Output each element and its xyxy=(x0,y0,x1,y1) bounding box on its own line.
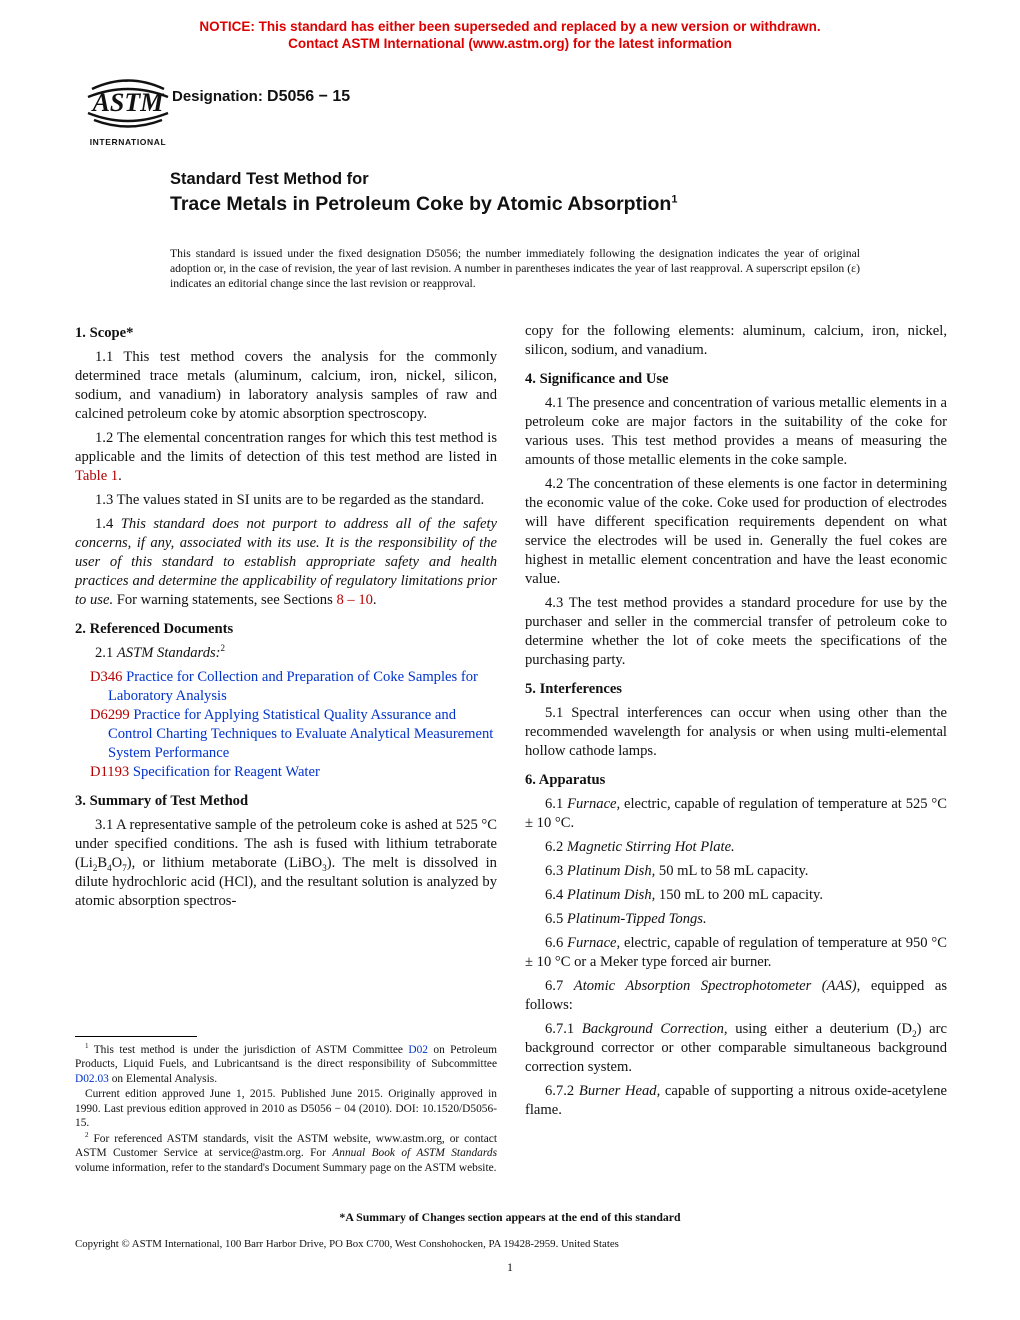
text-segment: 3 xyxy=(322,862,327,873)
doc-link[interactable]: D346 xyxy=(90,669,123,685)
text-segment: ASTM Standards: xyxy=(116,645,221,661)
doc-link[interactable]: D6299 xyxy=(90,707,130,723)
text-segment: 4.3 The test method provides a standard procedure for use by the purchaser and seller in the commercial transfer of petroleum coke to determine whether the lot of coke meets the specifications of the purchasing party. xyxy=(525,595,947,668)
ref-d6299 xyxy=(90,706,497,763)
para-3-1-continued xyxy=(525,322,947,360)
text-segment: ). The melt is dissolved in dilute hydrochloric acid (HCl), and the resultant solution is analyzed by atomic absorption spectros- xyxy=(75,855,497,909)
copyright-line: Copyright © ASTM International, 100 Barr Harbor Drive, PO Box C700, West Conshohocken, PA 19428-2959. United States xyxy=(75,1238,619,1250)
designation-value: D5056 − 15 xyxy=(267,88,351,105)
para-4-1 xyxy=(525,394,947,470)
text-segment: . xyxy=(118,468,122,484)
summary-of-changes-note: *A Summary of Changes section appears at the end of this standard xyxy=(339,1210,681,1224)
left-column-body xyxy=(75,322,497,916)
text-segment: ), or lithium metaborate (LiBO xyxy=(126,855,323,871)
para-6-7-2 xyxy=(525,1082,947,1120)
title-block xyxy=(170,170,870,216)
text-segment: 1. Scope* xyxy=(75,325,134,341)
heading-referenced-documents xyxy=(75,620,497,639)
text-segment: 1.2 The elemental concentration ranges for which this test method is applicable and the limits of detection of this test method are listed in xyxy=(75,430,497,465)
text-segment: 6.2 xyxy=(545,839,567,855)
text-segment: 6.7.1 xyxy=(545,1021,582,1037)
text-segment: . xyxy=(372,592,377,608)
text-segment: Atomic Absorption Spectrophotometer (AAS), xyxy=(573,978,861,994)
ref-d1193 xyxy=(90,763,497,782)
doc-link[interactable]: Practice for Collection and Preparation of Coke Samples for Laboratory Analysis xyxy=(108,669,478,704)
text-segment: Platinum-Tipped Tongs. xyxy=(566,911,707,927)
notice-line-1: NOTICE: This standard has either been superseded and replaced by a new version or withdrawn. xyxy=(199,19,821,34)
footnotes xyxy=(75,1036,497,1177)
text-segment: electric, capable of regulation of temperature at 950 °C ± 10 °C or a Meker type forced air burner. xyxy=(525,935,947,970)
text-segment: 4 xyxy=(107,862,112,873)
designation xyxy=(172,88,350,106)
doc-link[interactable]: D02.03 xyxy=(75,1072,109,1085)
para-6-7-1 xyxy=(525,1020,947,1077)
text-segment: 2.1 xyxy=(95,645,117,661)
title-kicker: Standard Test Method for xyxy=(170,170,369,188)
text-segment: 4. Significance and Use xyxy=(525,371,669,387)
text-segment: 2 xyxy=(92,862,98,873)
para-6-3 xyxy=(525,862,947,881)
doc-link[interactable]: D02 xyxy=(408,1043,428,1056)
ref-d346 xyxy=(90,668,497,706)
para-1-3 xyxy=(75,491,497,510)
text-segment: 2 xyxy=(220,643,226,654)
para-4-3 xyxy=(525,594,947,670)
text-segment: 6.1 xyxy=(545,796,568,812)
text-segment: Magnetic Stirring Hot Plate. xyxy=(566,839,735,855)
astm-logo-icon xyxy=(82,70,174,130)
text-segment: 6.7.2 xyxy=(545,1083,579,1099)
designation-label: Designation: xyxy=(172,88,263,105)
text-segment: capable of supporting a nitrous oxide-acetylene flame. xyxy=(525,1083,947,1118)
page-number: 1 xyxy=(507,1260,513,1274)
text-segment: Furnace, xyxy=(567,935,621,951)
text-segment: 6. Apparatus xyxy=(525,772,606,788)
text-segment: ) arc background corrector or other comparable simultaneous background correction system. xyxy=(525,1021,947,1075)
text-segment: using either a deuterium (D xyxy=(727,1021,913,1037)
para-3-1 xyxy=(75,816,497,911)
text-segment: 1 xyxy=(85,1041,89,1050)
text-segment: on Elemental Analysis. xyxy=(108,1072,218,1085)
text-segment: 6.7 xyxy=(545,978,574,994)
text-segment: 4.2 The concentration of these elements is one factor in determining the economic value of the coke. Coke used for production of electrodes will have different specification requirements dependent on what service the electrodes will be used in. Generally the fuel cokes are highest in metallic element concentration and have the least economic value. xyxy=(525,476,947,587)
left-column xyxy=(75,322,497,1176)
text-segment: Burner Head, xyxy=(578,1083,661,1099)
para-6-4 xyxy=(525,886,947,905)
para-1-2 xyxy=(75,429,497,486)
text-segment: 6.4 xyxy=(545,887,567,903)
para-1-4 xyxy=(75,515,497,610)
footnote-edition xyxy=(75,1087,497,1131)
text-segment: 4.1 The presence and concentration of various metallic elements in a petroleum coke are major factors in the suitability of the coke for various uses. This test method provides a means of measuring the amounts of those metallic elements in the coke sample. xyxy=(525,395,947,468)
text-segment: equipped as follows: xyxy=(525,978,948,1013)
text-segment: 50 mL to 58 mL capacity. xyxy=(655,863,809,879)
text-segment: This standard does not purport to address all of the safety concerns, if any, associated with its use. It is the responsibility of the user of this standard to establish appropriate safety and health practices and determine the applicability of regulatory limitations prior to use. xyxy=(75,516,497,608)
text-segment: B xyxy=(97,855,108,871)
text-segment: on Petroleum Products, Liquid Fuels, and Lubricantsand is the direct responsibility of Subcommittee xyxy=(75,1043,498,1070)
doc-link[interactable]: Practice for Applying Statistical Quality Assurance and Control Charting Techniques to Evaluate Analytical Measurement System Performance xyxy=(108,707,494,761)
text-segment: Platinum Dish, xyxy=(566,887,656,903)
para-6-7 xyxy=(525,977,947,1015)
text-segment: 1.4 xyxy=(95,516,121,532)
text-segment: volume information, refer to the standard's Document Summary page on the ASTM website. xyxy=(75,1161,497,1174)
text-segment: 2. Referenced Documents xyxy=(75,621,234,637)
para-6-5 xyxy=(525,910,947,929)
text-segment: O xyxy=(111,855,123,871)
astm-logo-international: INTERNATIONAL xyxy=(89,137,167,147)
text-segment: electric, capable of regulation of temperature at 525 °C ± 10 °C. xyxy=(525,796,947,831)
text-segment: 2 xyxy=(85,1130,89,1139)
footnote-2 xyxy=(75,1132,497,1176)
text-segment: 6.3 xyxy=(545,863,567,879)
title-text: Trace Metals in Petroleum Coke by Atomic Absorption xyxy=(170,193,672,215)
text-segment: 150 mL to 200 mL capacity. xyxy=(655,887,824,903)
title-footnote-marker: 1 xyxy=(671,193,678,206)
para-6-2 xyxy=(525,838,947,857)
footnote-list xyxy=(75,1043,497,1176)
notice-line-2: Contact ASTM International (www.astm.org) for the latest information xyxy=(288,36,732,51)
para-1-1 xyxy=(75,348,497,424)
text-segment: 3.1 A representative sample of the petroleum coke is ashed at 525 °C under specified conditions. The ash is fused with lithium tetraborate (Li xyxy=(75,817,497,871)
text-segment: For referenced ASTM standards, visit the ASTM website, www.astm.org, or contact ASTM Customer Service at service@astm.org. For xyxy=(75,1132,497,1159)
text-segment: 6.6 xyxy=(545,935,568,951)
text-segment: Platinum Dish, xyxy=(566,863,656,879)
page-title xyxy=(170,193,870,216)
astm-logo xyxy=(82,70,174,147)
footnote-rule xyxy=(75,1036,197,1037)
astm-logo-text: ASTM xyxy=(92,88,164,117)
heading-significance-and-use xyxy=(525,370,947,389)
text-segment: For warning statements, see Sections xyxy=(113,592,337,608)
text-segment: 7 xyxy=(122,862,127,873)
text-segment: Current edition approved June 1, 2015. Published June 2015. Originally approved in 1990. Last previous edition approved in 2010 as D5056 − 04 (2010). DOI: 10.1520/D5056-15. xyxy=(75,1088,497,1129)
text-segment: 1.1 This test method covers the analysis for the commonly determined trace metals (aluminum, calcium, iron, nickel, silicon, sodium, and vanadium) in laboratory analysis samples of raw and calcined petroleum coke by atomic absorption spectroscopy. xyxy=(75,349,497,422)
doc-link[interactable]: D1193 xyxy=(90,764,130,780)
heading-scope xyxy=(75,324,497,343)
para-6-6 xyxy=(525,934,947,972)
right-column xyxy=(525,322,947,1176)
text-segment: 5. Interferences xyxy=(525,681,622,697)
para-2-1 xyxy=(75,644,497,663)
heading-summary-of-test-method xyxy=(75,792,497,811)
text-segment: 6.5 xyxy=(545,911,567,927)
footnote-1 xyxy=(75,1043,497,1087)
heading-apparatus xyxy=(525,771,947,790)
para-6-1 xyxy=(525,795,947,833)
text-segment: Annual Book of ASTM Standards xyxy=(332,1147,497,1159)
text-segment: 3. Summary of Test Method xyxy=(75,793,249,809)
text-segment: 2 xyxy=(912,1028,917,1039)
text-segment: 5.1 Spectral interferences can occur when using other than the recommended wavelength for analysis or when using multi-elemental hollow cathode lamps. xyxy=(525,705,947,759)
text-segment: 1.3 The values stated in SI units are to be regarded as the standard. xyxy=(95,492,485,508)
para-4-2 xyxy=(525,475,947,589)
doc-link[interactable]: 8 – 10 xyxy=(336,592,373,608)
text-segment: Background Correction, xyxy=(581,1021,728,1037)
supersession-notice xyxy=(0,18,1020,52)
body-columns xyxy=(75,322,947,1176)
heading-interferences xyxy=(525,680,947,699)
text-segment: Furnace, xyxy=(567,796,621,812)
doc-link[interactable]: Table 1 xyxy=(75,468,119,484)
text-segment: This test method is under the jurisdiction of ASTM Committee xyxy=(88,1043,409,1056)
para-5-1 xyxy=(525,704,947,761)
text-segment: copy for the following elements: aluminum, calcium, iron, nickel, silicon, sodium, and vanadium. xyxy=(525,323,947,358)
issued-note: This standard is issued under the fixed designation D5056; the number immediately following the designation indicates the year of original adoption or, in the case of revision, the year of last revision. A number in parentheses indicates the year of last reapproval. A superscript epsilon (ε) indicates an editorial change since the last revision or reapproval. xyxy=(170,247,860,291)
doc-link[interactable]: Specification for Reagent Water xyxy=(129,764,320,780)
